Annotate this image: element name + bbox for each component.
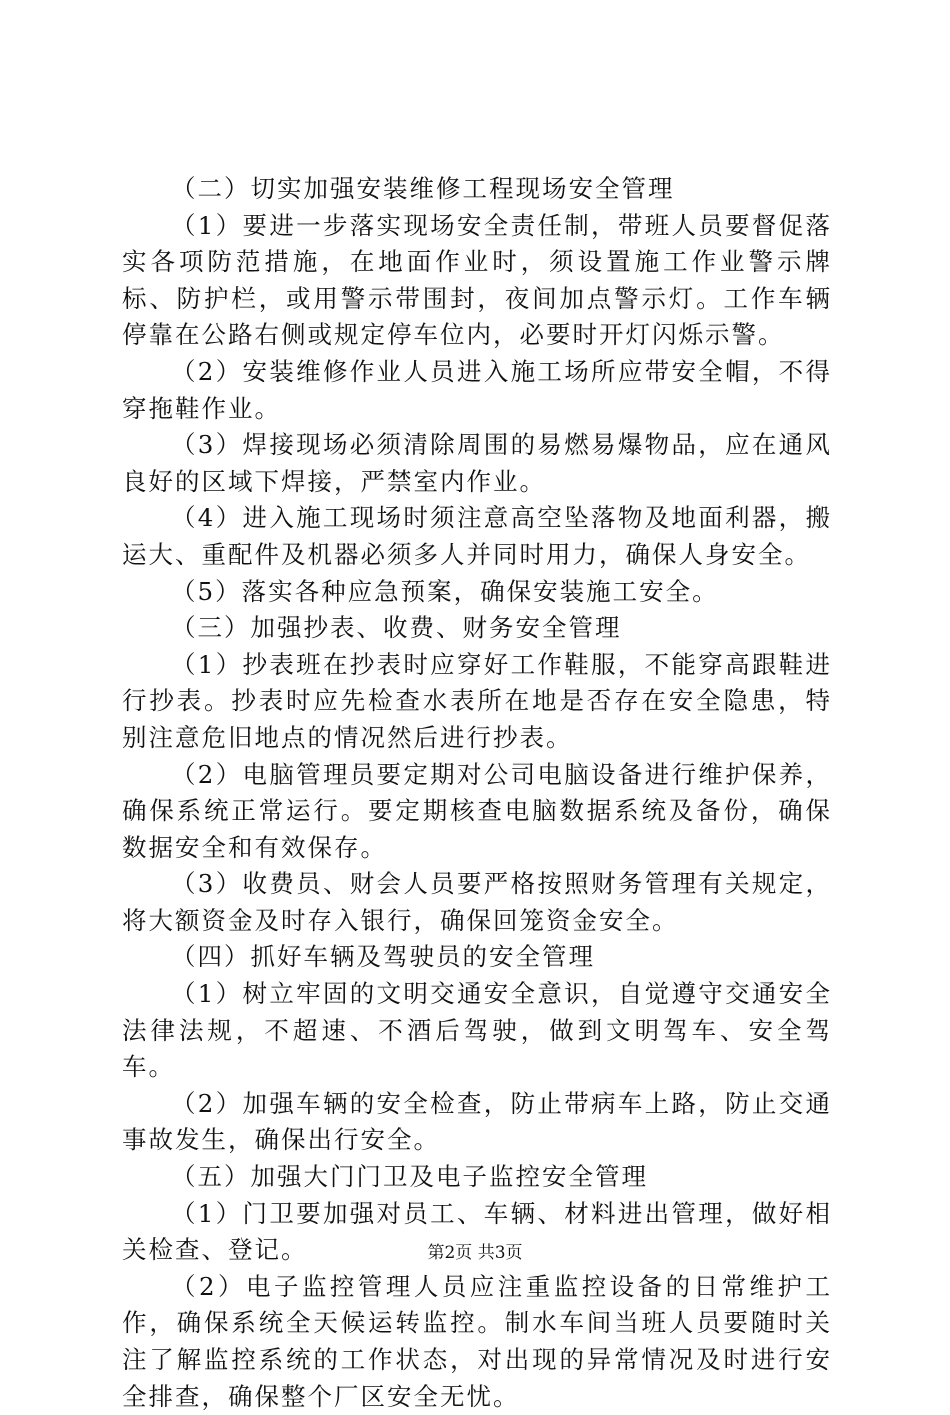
paragraph-2-2: （2）安装维修作业人员进入施工场所应带安全帽，不得穿拖鞋作业。 (122, 356, 832, 423)
section-heading-2: （二）切实加强安装维修工程现场安全管理 (171, 174, 675, 203)
paragraph-5-2: （2）电子监控管理人员应注重监控设备的日常维护工作，确保系统全天候运转监控。制水车间当班人员要随时关注了解监控系统的工作状态，对出现的异常情况及时进行安全排查，确保整个厂区安全无忧。 (122, 1271, 832, 1411)
paragraph-2-4: （4）进入施工现场时须注意高空坠落物及地面利器，搬运大、重配件及机器必须多人并同时用力，确保人身安全。 (122, 503, 832, 569)
paragraph-5-1: （1）门卫要加强对员工、车辆、材料进出管理，做好相关检查、登记。 (122, 1198, 832, 1265)
paragraph-2-3: （3）焊接现场必须清除周围的易燃易爆物品，应在通风良好的区域下焊接，严禁室内作业。 (122, 430, 832, 496)
section-heading-3: （三）加强抄表、收费、财务安全管理 (171, 613, 622, 643)
paragraph-2-5: （5）落实各种应急预案，确保安装施工安全。 (171, 576, 719, 606)
section-heading-4: （四）抓好车辆及驾驶员的安全管理 (171, 942, 595, 972)
paragraph-4-1: （1）树立牢固的文明交通安全意识，自觉遵守交通安全法律法规，不超速、不酒后驾驶，做到文明驾车、安全驾车。 (122, 979, 832, 1082)
page-number-footer: 第2页 共3页 (427, 1243, 523, 1263)
paragraph-3-3: （3）收费员、财会人员要严格按照财务管理有关规定，将大额资金及时存入银行，确保回笼资金安全。 (122, 869, 832, 935)
paragraph-4-2: （2）加强车辆的安全检查，防止带病车上路，防止交通事故发生，确保出行安全。 (122, 1088, 832, 1155)
paragraph-2-1: （1）要进一步落实现场安全责任制，带班人员要督促落实各项防范措施，在地面作业时，须设置施工作业警示牌标、防护栏，或用警示带围封，夜间加点警示灯。工作车辆停靠在公路右侧或规定停车位内，必要时开灯闪烁示警。 (122, 210, 832, 350)
document-body (122, 171, 832, 1415)
paragraph-3-1: （1）抄表班在抄表时应穿好工作鞋服，不能穿高跟鞋进行抄表。抄表时应先检查水表所在地是否存在安全隐患，特别注意危旧地点的情况然后进行抄表。 (122, 649, 832, 752)
section-heading-5: （五）加强大门门卫及电子监控安全管理 (171, 1162, 648, 1192)
paragraph-3-2: （2）电脑管理员要定期对公司电脑设备进行维护保养，确保系统正常运行。要定期核查电脑数据系统及备份，确保数据安全和有效保存。 (122, 759, 832, 862)
